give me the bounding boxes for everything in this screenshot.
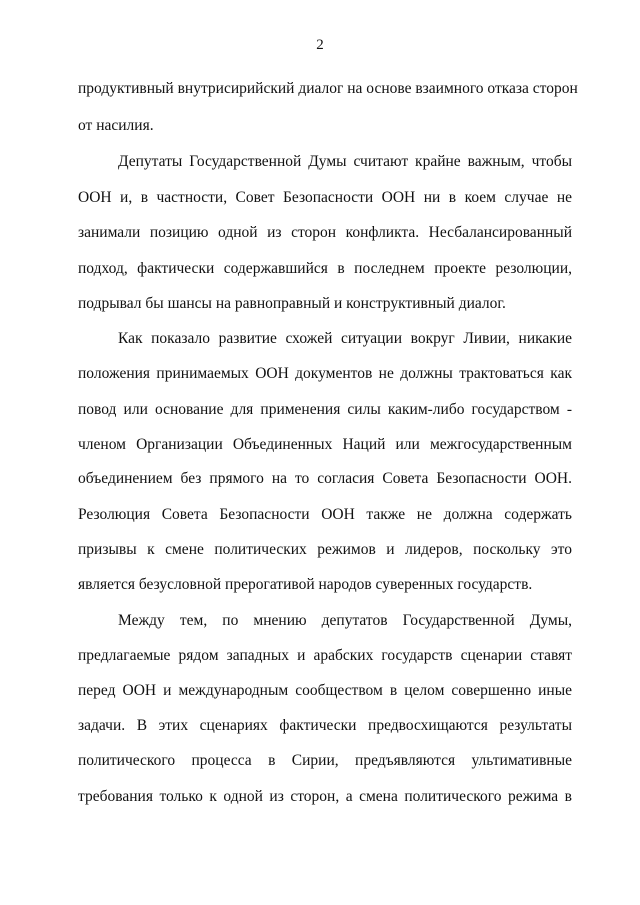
text-line: повод или основание для применения силы каким-либо государством - (78, 401, 572, 418)
text-line: Резолюция Совета Безопасности ООН также не должна содержать (78, 506, 572, 523)
text-line: задачи. В этих сценариях фактически предвосхищаются результаты (78, 717, 572, 734)
text-line: Как показало развитие схожей ситуации вокруг Ливии, никакие (118, 330, 572, 347)
page-number: 2 (316, 37, 324, 53)
text-line: требования только к одной из сторон, а смена политического режима в (78, 788, 572, 805)
text-line: подрывал бы шансы на равноправный и конструктивный диалог. (78, 295, 506, 312)
text-line: объединением без прямого на то согласия Совета Безопасности ООН. (78, 470, 572, 487)
text-line: Между тем, по мнению депутатов Государственной Думы, (118, 612, 572, 629)
text-line: является безусловной прерогативой народов суверенных государств. (78, 576, 533, 593)
text-line: занимали позицию одной из сторон конфликта. Несбалансированный (78, 224, 572, 241)
text-line: призывы к смене политических режимов и лидеров, поскольку это (78, 541, 572, 558)
text-line: продуктивный внутрисирийский диалог на основе взаимного отказа сторон (78, 80, 578, 97)
text-line: ООН и, в частности, Совет Безопасности ООН ни в коем случае не (78, 189, 572, 206)
text-line: предлагаемые рядом западных и арабских государств сценарии ставят (78, 647, 572, 664)
text-line: положения принимаемых ООН документов не должны трактоваться как (78, 365, 572, 382)
text-line: подход, фактически содержавшийся в последнем проекте резолюции, (78, 260, 572, 277)
text-line: Депутаты Государственной Думы считают крайне важным, чтобы (118, 153, 572, 170)
text-line: политического процесса в Сирии, предъявляются ультимативные (78, 752, 572, 769)
text-line: членом Организации Объединенных Наций или межгосударственным (78, 436, 572, 453)
text-line: перед ООН и международным сообществом в целом совершенно иные (78, 682, 572, 699)
text-line: от насилия. (78, 117, 154, 134)
